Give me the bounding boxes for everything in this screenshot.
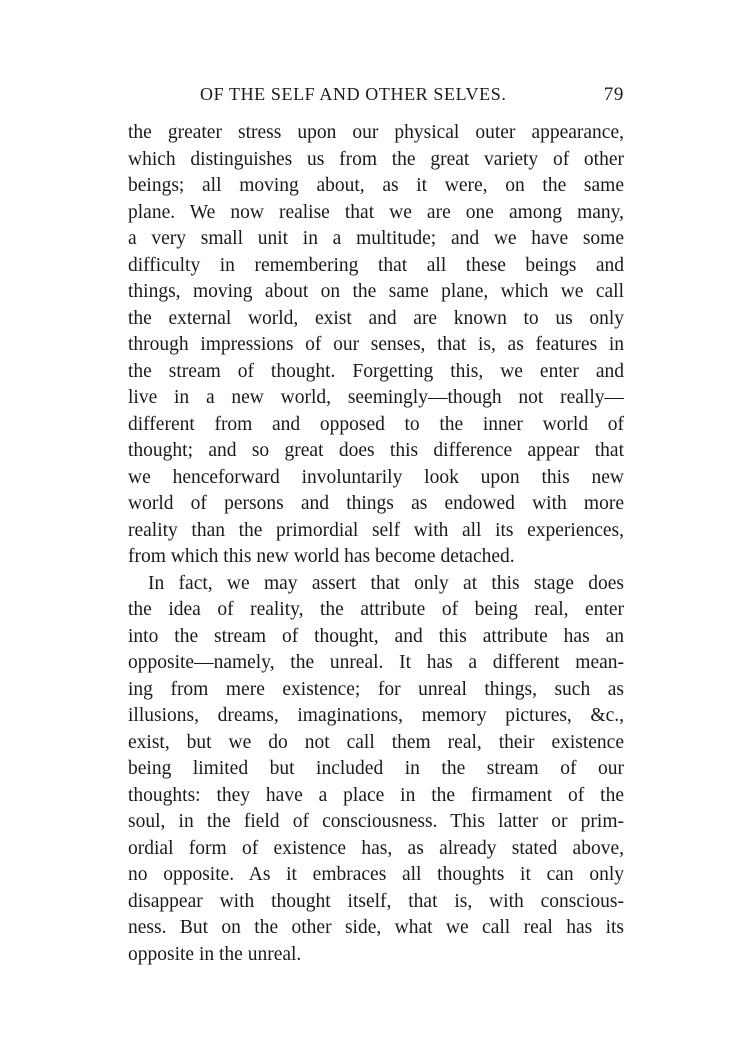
text-line: thoughts: they have a place in the firmament of the: [128, 784, 624, 806]
text-line: from which this new world has become detached.: [128, 546, 515, 567]
text-line: a very small unit in a multitude; and we have some: [128, 228, 624, 249]
text-line: being limited but included in the stream of our: [128, 758, 624, 779]
text-line: we henceforward involuntarily look upon this new: [128, 466, 624, 488]
text-line: into the stream of thought, and this attribute has an: [128, 625, 624, 647]
text-line: ing from mere existence; for unreal things, such as: [128, 678, 624, 700]
text-line: the greater stress upon our physical outer appearance,: [128, 122, 624, 143]
text-line: In fact, we may assert that only at this stage does: [148, 572, 624, 594]
paragraph-2: [128, 571, 624, 969]
text-line: which distinguishes us from the great variety of other: [128, 148, 624, 170]
text-line: difficulty in remembering that all these beings and: [128, 254, 624, 276]
body-text: [128, 120, 624, 968]
running-head-title: OF THE SELF AND OTHER SELVES.: [200, 84, 507, 104]
text-line: the idea of reality, the attribute of being real, enter: [128, 599, 624, 620]
text-line: ness. But on the other side, what we call real has its: [128, 917, 624, 938]
text-line: things, moving about on the same plane, which we call: [128, 281, 624, 302]
text-line: live in a new world, seemingly—though not really—: [128, 387, 624, 408]
text-line: different from and opposed to the inner world of: [128, 413, 624, 435]
text-line: illusions, dreams, imaginations, memory pictures, &c.,: [128, 705, 624, 726]
text-line: no opposite. As it embraces all thoughts it can only: [128, 864, 624, 885]
text-line: beings; all moving about, as it were, on the same: [128, 175, 624, 196]
text-line: reality than the primordial self with all its experiences,: [128, 519, 624, 541]
text-line: disappear with thought itself, that is, with conscious-: [128, 890, 624, 912]
text-line: world of persons and things as endowed with more: [128, 493, 624, 514]
text-line: the external world, exist and are known to us only: [128, 307, 624, 329]
running-head: [128, 84, 624, 112]
text-line: the stream of thought. Forgetting this, we enter and: [128, 360, 624, 382]
page-number: 79: [603, 84, 624, 105]
text-line: exist, but we do not call them real, their existence: [128, 731, 624, 753]
text-line: plane. We now realise that we are one among many,: [128, 201, 624, 223]
text-line: soul, in the field of consciousness. This latter or prim-: [128, 811, 624, 832]
text-line: ordial form of existence has, as already stated above,: [128, 837, 624, 859]
text-line: opposite in the unreal.: [128, 943, 302, 965]
text-line: thought; and so great does this difference appear that: [128, 440, 624, 461]
text-line: opposite—namely, the unreal. It has a different mean-: [128, 652, 624, 673]
paragraph-1: [128, 120, 624, 571]
text-line: through impressions of our senses, that is, as features in: [128, 334, 624, 355]
